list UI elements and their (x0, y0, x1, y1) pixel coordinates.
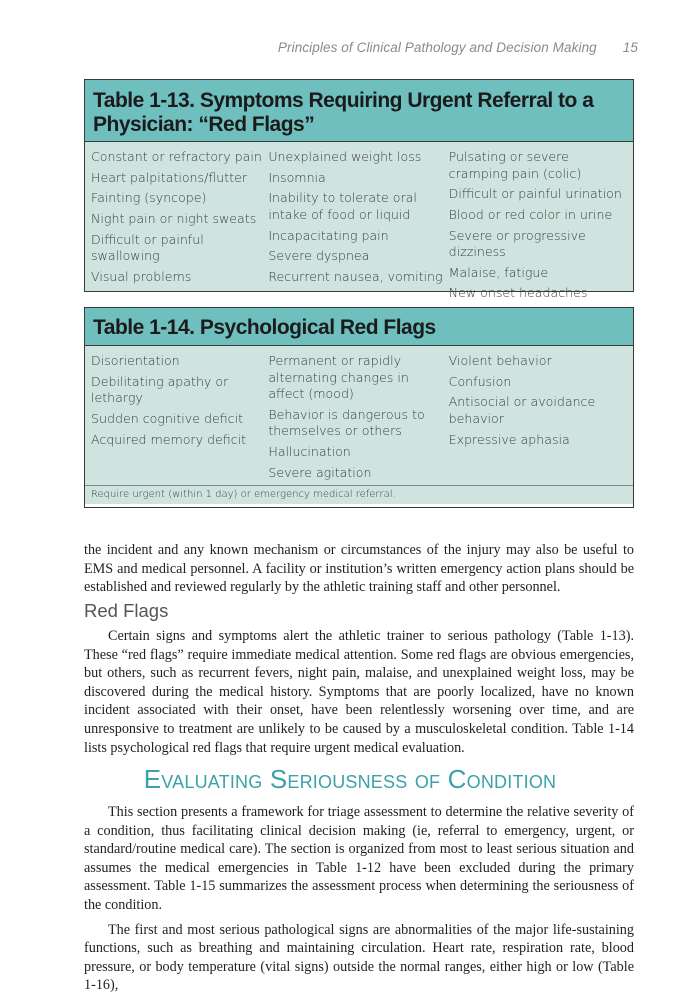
table-cell: Disorientation (91, 353, 180, 368)
paragraph: the incident and any known mechanism or circumstances of the injury may also be useful to EMS and medical personnel. A facility or institution’s written emergency action plans should be established and reviewed regularly by the athletic training staff and other personnel. (84, 542, 634, 596)
table-cell: Severe dyspnea (268, 248, 370, 264)
table-1-14-title: Table 1-14. Psychological Red Flags (85, 308, 633, 346)
section-heading: Evaluating Seriousness of Condition (143, 764, 557, 794)
paragraph: Certain signs and symptoms alert the athletic trainer to serious pathology (Table 1-13). These “red flags” require immediate medical attention. Some red flags are obvious emergencies, but others, such as recurrent fevers, night pain, malaise, and unexplained weight loss, may be discovered during the medical history. Symptoms that are poorly localized, have no known incident associated with their onset, have been relentlessly worsening over time, and are unresponsive to treatment are unlikely to be caused by a musculoskeletal condition. Table 1-14 lists psychological red flags that require urgent medical evaluation. (84, 628, 634, 756)
running-head-title: Principles of Clinical Pathology and Decision Making (277, 40, 597, 55)
table-cell: Fainting (syncope) (91, 190, 207, 206)
table-cell: Difficult or painful swallowing (91, 231, 204, 264)
table-1-13 (84, 79, 634, 301)
table-1-14-body (85, 346, 633, 485)
running-head (278, 40, 638, 55)
table-cell: Severe or progressive dizziness (448, 227, 586, 260)
table-cell: Insomnia (268, 169, 326, 185)
table-cell: Acquired memory deficit (91, 431, 247, 447)
table-1-14-column-3 (449, 353, 627, 482)
table-cell: Pulsating or severe cramping pain (colic) (448, 149, 582, 181)
table-cell: Inability to tolerate oral intake of food or liquid (268, 190, 417, 222)
table-cell: Antisocial or avoidance behavior (448, 394, 596, 426)
body-paragraph-incident (84, 541, 634, 597)
table-1-14-column-1 (91, 353, 268, 482)
table-cell: Incapacitating pain (268, 227, 389, 243)
table-cell: Unexplained weight loss (268, 149, 422, 164)
body-paragraph-red-flags (84, 627, 634, 757)
table-cell: New onset headaches (448, 285, 588, 301)
table-1-13-body (85, 142, 633, 301)
paragraph: The first and most serious pathological signs are abnormalities of the major life-sustaining functions, such as breathing and maintaining circulation. Heart rate, respiration rate, blood pressure, or body temperature (vital signs) outside the normal ranges, either high or low (Table 1-16), (84, 921, 634, 994)
table-1-14 (84, 307, 634, 508)
table-cell: Expressive aphasia (448, 431, 570, 447)
table-cell: Night pain or night sweats (91, 211, 257, 227)
table-cell: Hallucination (268, 443, 351, 459)
table-cell: Severe agitation (268, 464, 372, 480)
table-cell: Permanent or rapidly alternating changes in affect (mood) (268, 353, 409, 401)
table-cell: Difficult or painful urination (448, 186, 622, 202)
body-paragraphs-evaluating (84, 803, 634, 995)
table-cell: Behavior is dangerous to themselves or others (268, 406, 425, 439)
table-1-13-column-1 (91, 149, 268, 288)
table-cell: Confusion (448, 373, 512, 389)
table-cell: Recurrent nausea, vomiting (268, 268, 443, 284)
table-1-14-footnote: Require urgent (within 1 day) or emergency medical referral. (85, 485, 633, 504)
table-1-13-title: Table 1-13. Symptoms Requiring Urgent Referral to a Physician: “Red Flags” (85, 80, 633, 142)
paragraph: This section presents a framework for triage assessment to determine the relative severity of a condition, thus facilitating clinical decision making (ie, referral to emergency, urgent, or standard/routine medical care). The section is organized from most to least serious situation and assumes the medical emergencies in Table 1-12 have been excluded during the primary assessment. Table 1-15 summarizes the assessment process when determining the seriousness of the condition. (84, 804, 634, 913)
table-1-14-column-2 (268, 353, 448, 482)
table-cell: Violent behavior (448, 353, 552, 368)
table-cell: Heart palpitations/flutter (91, 169, 248, 185)
table-cell: Visual problems (91, 268, 192, 284)
page-number: 15 (622, 40, 638, 55)
table-cell: Sudden cognitive deficit (91, 410, 244, 426)
red-flags-heading: Red Flags (84, 600, 169, 621)
table-cell: Debilitating apathy or lethargy (91, 373, 229, 406)
table-cell: Blood or red color in urine (448, 206, 613, 222)
table-1-13-column-2 (268, 149, 448, 288)
table-1-13-column-3 (448, 149, 627, 301)
table-cell: Malaise, fatigue (448, 264, 549, 280)
table-cell: Constant or refractory pain (91, 149, 262, 164)
